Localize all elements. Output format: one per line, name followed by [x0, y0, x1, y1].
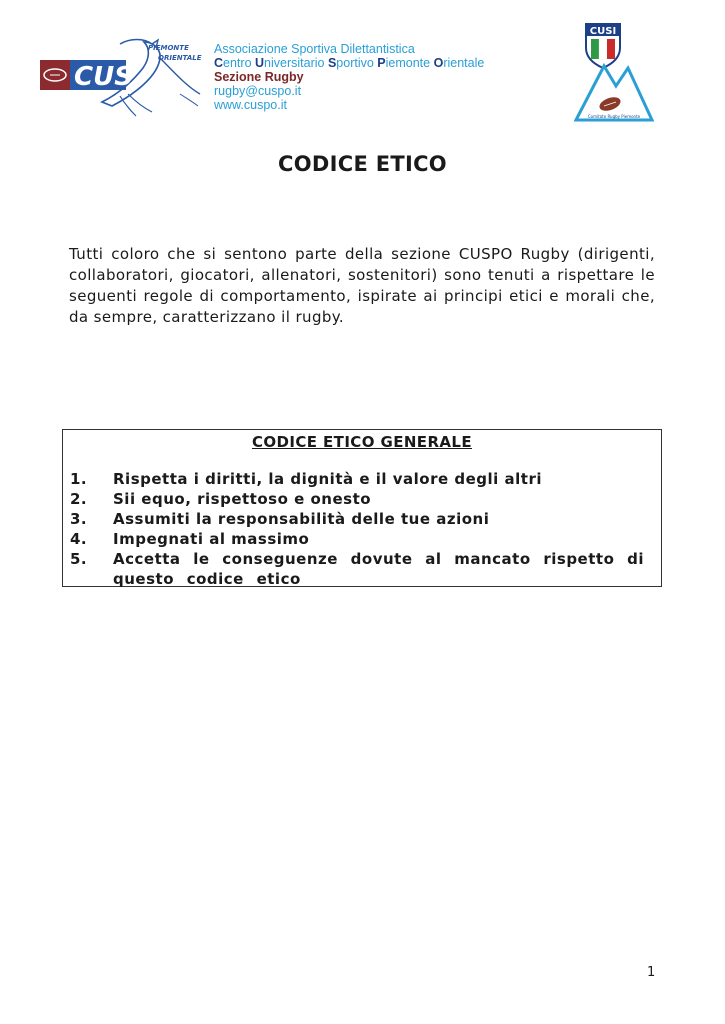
cusi-logo	[574, 22, 654, 124]
word-portivo: portivo	[336, 56, 378, 70]
code-box	[62, 429, 662, 587]
list-item	[70, 509, 654, 529]
list-item	[70, 469, 654, 489]
cus-logo	[40, 36, 202, 118]
org-fullname	[214, 56, 484, 70]
page-number: 1	[647, 965, 656, 980]
cus-logo-graphic	[40, 36, 202, 118]
badge-line2: ORIENTALE	[158, 54, 202, 62]
item-text: Rispetta i diritti, la dignità e il valore degli altri	[113, 470, 543, 488]
item-text: Accetta le conseguenze dovute al mancato rispetto di questo codice etico	[113, 550, 644, 588]
initial-s: S	[327, 56, 337, 70]
cusi-wordmark: CUSI	[589, 26, 617, 37]
word-entro: entro	[223, 56, 255, 70]
item-text: Impegnati al massimo	[113, 530, 310, 548]
initial-c: C	[214, 56, 224, 70]
cusi-logo-graphic	[574, 22, 654, 124]
email-link[interactable]: rugby@cuspo.it	[214, 84, 302, 98]
cus-wordmark: CUS	[74, 62, 133, 92]
org-header	[214, 42, 484, 112]
item-number: 3.	[70, 510, 88, 528]
word-rientale: rientale	[443, 56, 485, 70]
word-niversitario: niversitario	[264, 56, 328, 70]
item-number: 4.	[70, 530, 88, 548]
list-item	[70, 529, 654, 549]
list-item	[70, 489, 654, 509]
badge-line1: PIEMONTE	[148, 44, 189, 52]
website-link[interactable]: www.cuspo.it	[214, 98, 287, 112]
item-number: 5.	[70, 550, 88, 568]
list-item	[70, 549, 654, 589]
item-text: Sii equo, rispettoso e onesto	[113, 490, 372, 508]
word-iemonte: iemonte	[385, 56, 434, 70]
box-title: CODICE ETICO GENERALE	[251, 433, 473, 451]
section-name: Sezione Rugby	[214, 70, 304, 84]
item-text: Assumiti la responsabilità delle tue azioni	[113, 510, 490, 528]
initial-o: O	[433, 56, 444, 70]
cusi-caption: Comitato Rugby Piemonte	[587, 114, 641, 119]
item-number: 2.	[70, 490, 88, 508]
initial-u: U	[255, 56, 265, 70]
page-title: CODICE ETICO	[278, 152, 447, 176]
rules-list	[70, 469, 654, 589]
item-number: 1.	[70, 470, 88, 488]
initial-p: P	[377, 56, 386, 70]
org-name: Associazione Sportiva Dilettantistica	[214, 42, 415, 56]
intro-paragraph: Tutti coloro che si sentono parte della sezione CUSPO Rugby (dirigenti, collaboratori, giocatori, allenatori, sostenitori) sono tenuti a rispettare le seguenti regole di comportamento, ispirate ai principi etici e morali che, da sempre, caratterizzano il rugby.	[69, 245, 655, 326]
